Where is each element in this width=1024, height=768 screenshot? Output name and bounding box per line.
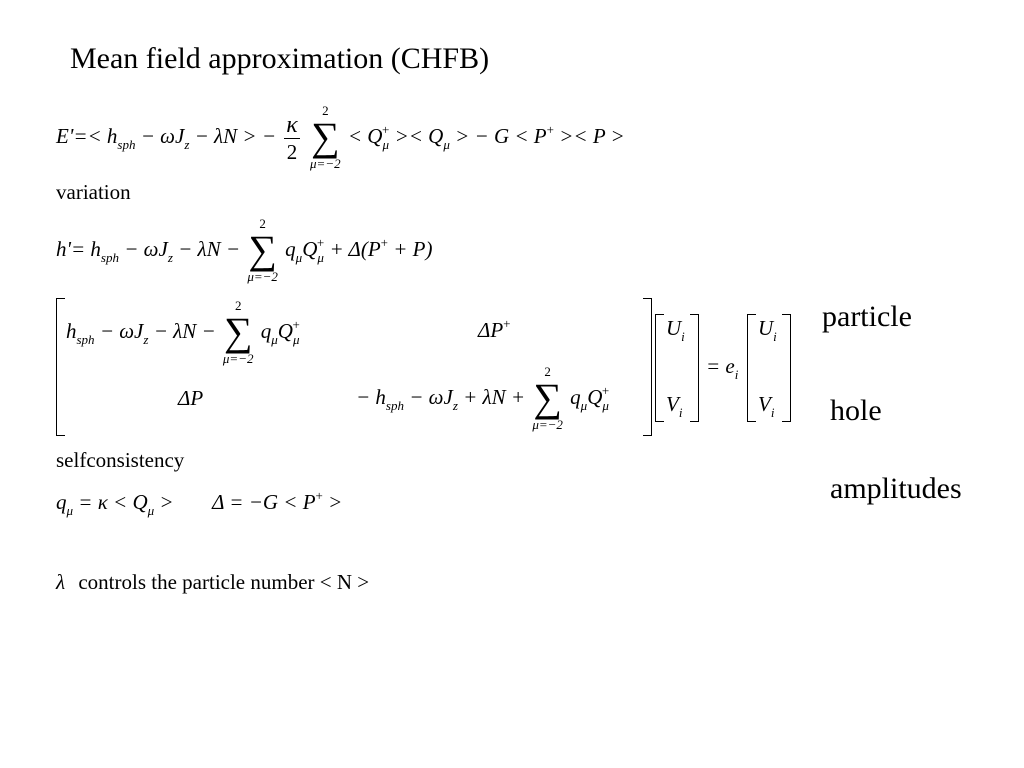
eq-text: U: [666, 316, 682, 340]
matrix-a11: [66, 300, 300, 366]
frac-num: κ: [286, 111, 298, 138]
eq-text: − λN −: [148, 318, 221, 343]
eq-sub: i: [770, 405, 775, 420]
sigma-icon: ∑: [533, 375, 562, 420]
sigma-icon: ∑: [311, 114, 340, 159]
eq-text: = κ < Q: [73, 490, 148, 514]
eq-text: q: [570, 384, 581, 409]
vector2-right-bracket: [782, 314, 791, 422]
lambda-text: controls the particle number < N >: [78, 570, 370, 594]
eq-sub: i: [773, 329, 777, 344]
sum-bot: μ=−2: [310, 156, 341, 171]
eq-sup: +: [381, 121, 390, 137]
eq-text: Δ = −G < P: [212, 490, 316, 514]
eq-text: + Δ(P: [324, 236, 381, 261]
eq-text: q: [260, 318, 272, 343]
eq-sup: +: [292, 316, 300, 332]
eq-sub: i: [734, 367, 739, 382]
vector2-left-bracket: [747, 314, 756, 422]
eigenvalue: [706, 354, 739, 382]
vector-left-bracket: [655, 314, 664, 422]
eq-sub: μ: [382, 136, 389, 152]
matrix-a22: [356, 366, 609, 432]
slide-title: Mean field approximation (CHFB): [70, 42, 490, 75]
eq-text: ΔP: [178, 386, 204, 410]
label-amplitudes: amplitudes: [830, 472, 962, 505]
eq-sub: μ: [292, 331, 300, 347]
eq-text: V: [758, 392, 771, 416]
sum-symbol: [310, 105, 341, 171]
sum-top: 2: [234, 298, 242, 313]
kappa-fraction: [284, 112, 300, 165]
eq-text: >< P >: [553, 123, 625, 148]
eq-sub: i: [678, 405, 683, 420]
vector-right-bracket: [690, 314, 699, 422]
eq-text: − λN > −: [189, 123, 282, 148]
eq-sup: +: [503, 316, 511, 331]
matrix-right-bracket: [643, 298, 652, 436]
lambda-line: [56, 570, 369, 595]
eq-sub: i: [681, 329, 685, 344]
sum-symbol: [223, 300, 254, 366]
eq-text: − ωJ: [135, 123, 185, 148]
eq-sub: μ: [580, 397, 588, 413]
eq-text: >: [154, 490, 174, 514]
eq-text: + P): [388, 236, 433, 261]
label-hole: hole: [830, 394, 882, 427]
sum-bot: μ=−2: [247, 269, 278, 284]
matrix-left-bracket: [56, 298, 65, 436]
vector-u-right: [758, 316, 777, 344]
vector-v-right: [758, 392, 775, 420]
eq-text: V: [666, 392, 679, 416]
eq-sup: +: [601, 382, 610, 398]
matrix-a12: [478, 318, 511, 343]
eq-sub: μ: [295, 249, 303, 265]
eq-sup: +: [315, 488, 323, 503]
eq-sub: μ: [317, 249, 324, 265]
eq-sub: z: [167, 249, 173, 265]
eq-text: Q: [302, 236, 318, 261]
lambda-symbol: λ: [56, 570, 66, 594]
eq-sup: +: [546, 121, 554, 137]
eq-sub: sph: [385, 397, 404, 413]
sum-top: 2: [544, 364, 551, 379]
eq-sub: z: [452, 397, 458, 413]
selfconsistency-label: selfconsistency: [56, 448, 185, 472]
eq-text: − ωJ: [94, 318, 144, 343]
eq-text: E'=< h: [56, 123, 118, 148]
sum-bot: μ=−2: [222, 351, 254, 366]
eq-sub: μ: [271, 331, 278, 347]
eq-text: U: [758, 316, 774, 340]
eq-text: q: [56, 490, 67, 514]
eq-sup: +: [380, 234, 389, 250]
hprime-equation: [56, 218, 433, 284]
sum-symbol: [532, 366, 563, 432]
eq-sub: sph: [117, 136, 136, 152]
energy-equation: [56, 105, 625, 171]
eq-sub: μ: [602, 397, 609, 413]
eq-text: + λN +: [457, 384, 531, 409]
eq-text: h'= h: [56, 236, 101, 261]
variation-label: variation: [56, 180, 131, 204]
frac-den: 2: [286, 139, 298, 164]
sum-bot: μ=−2: [532, 417, 563, 432]
vector-u: [666, 316, 685, 344]
eq-text: − ωJ: [403, 384, 453, 409]
eq-text: > − G < P: [449, 123, 547, 148]
eq-sub: μ: [147, 503, 155, 518]
selfconsistency-equation: [56, 488, 343, 518]
eq-text: − ωJ: [118, 236, 168, 261]
eq-text: h: [66, 318, 77, 343]
eq-sub: sph: [100, 249, 119, 265]
eq-sub: μ: [66, 503, 74, 518]
eq-text: q: [285, 236, 296, 261]
eq-text: < Q: [347, 123, 383, 148]
eq-text: Q: [587, 384, 603, 409]
eq-sub: z: [143, 331, 149, 347]
eq-sub: z: [184, 136, 190, 152]
sum-symbol: [247, 218, 278, 284]
eq-text: − λN −: [172, 236, 246, 261]
eq-text: ΔP: [478, 318, 504, 342]
eq-text: >< Q: [389, 123, 444, 148]
eq-text: >: [322, 490, 343, 514]
matrix-a21: [178, 386, 203, 411]
eq-sub: sph: [76, 331, 95, 347]
eq-sup: +: [316, 234, 325, 250]
sum-top: 2: [259, 216, 266, 231]
label-particle: particle: [822, 300, 912, 333]
eq-text: Q: [277, 318, 293, 343]
eq-sub: μ: [443, 136, 450, 152]
eq-text: = e: [706, 354, 735, 378]
vector-v: [666, 392, 683, 420]
eq-text: − h: [356, 384, 386, 409]
sigma-icon: ∑: [223, 309, 253, 354]
sum-top: 2: [322, 103, 329, 118]
sigma-icon: ∑: [248, 227, 277, 272]
